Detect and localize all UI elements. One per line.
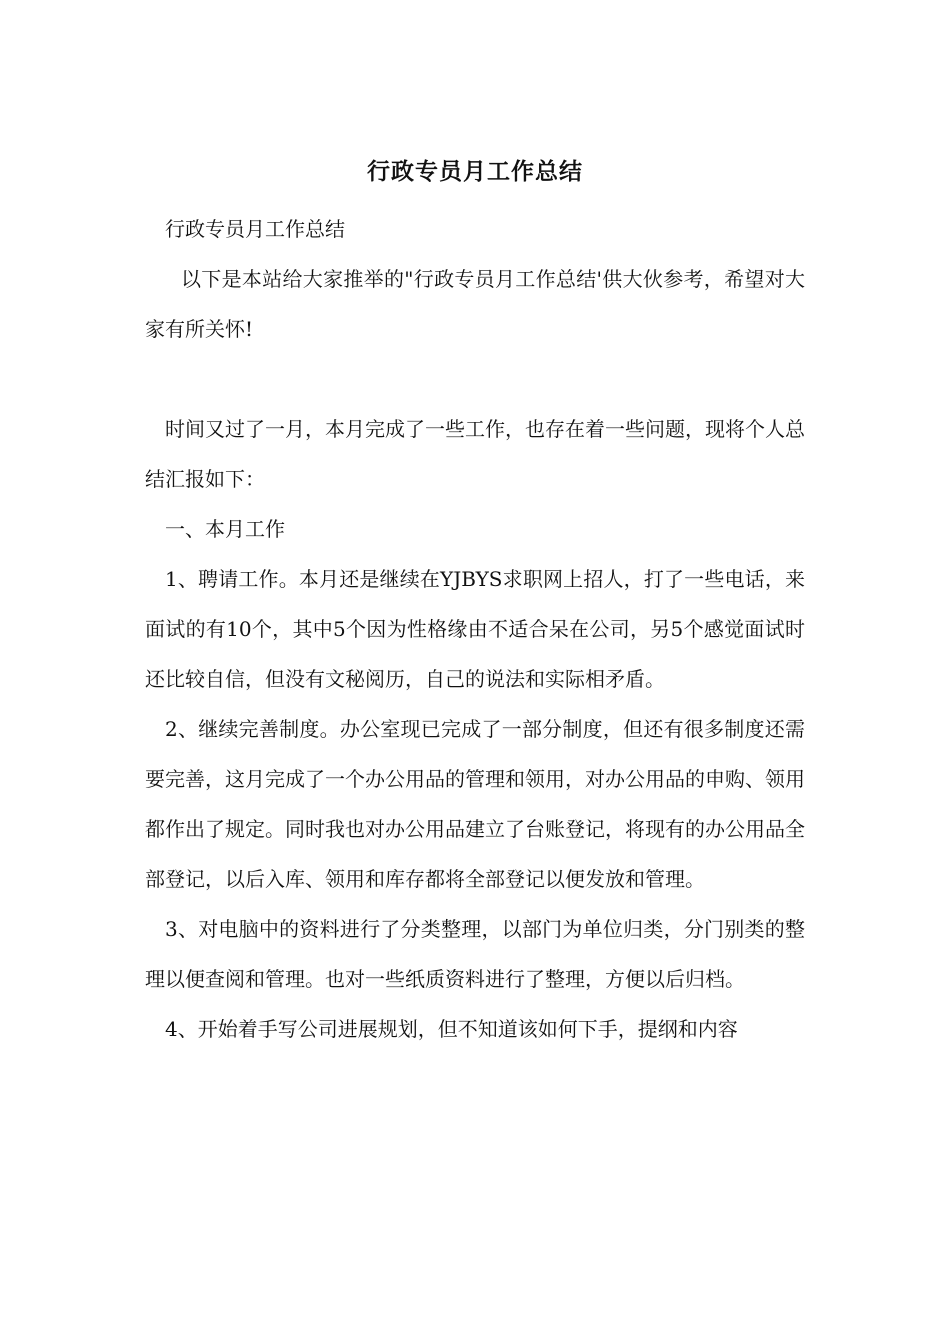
- list-item: 3、对电脑中的资料进行了分类整理，以部门为单位归类，分门别类的整理以便查阅和管理。也对一些纸质资料进行了整理，方便以后归档。: [145, 917, 805, 991]
- list-item: 4、开始着手写公司进展规划，但不知道该如何下手，提纲和内容: [165, 1017, 738, 1041]
- paragraph-opening: 时间又过了一月，本月完成了一些工作，也存在着一些问题，现将个人总结汇报如下：: [145, 417, 805, 491]
- list-item: 2、继续完善制度。办公室现已完成了一部分制度，但还有很多制度还需要完善，这月完成了一个办公用品的管理和领用，对办公用品的申购、领用都作出了规定。同时我也对办公用品建立了台账登记，将现有的办公用品全部登记，以后入库、领用和库存都将全部登记以便发放和管理。: [145, 717, 805, 891]
- blank-line: [145, 354, 805, 404]
- list-item: 1、聘请工作。本月还是继续在YJBYS求职网上招人，打了一些电话，来面试的有10个，其中5个因为性格缘由不适合呆在公司，另5个感觉面试时还比较自信，但没有文秘阅历，自己的说法和实际相矛盾。: [145, 567, 805, 691]
- document-body: [145, 204, 805, 1054]
- document-title: 行政专员月工作总结: [367, 158, 583, 185]
- paragraph-heading: 行政专员月工作总结: [165, 217, 345, 241]
- section-heading: 一、本月工作: [165, 517, 285, 541]
- paragraph-intro: 以下是本站给大家推举的"行政专员月工作总结'供大伙参考，希望对大家有所关怀!: [145, 267, 805, 341]
